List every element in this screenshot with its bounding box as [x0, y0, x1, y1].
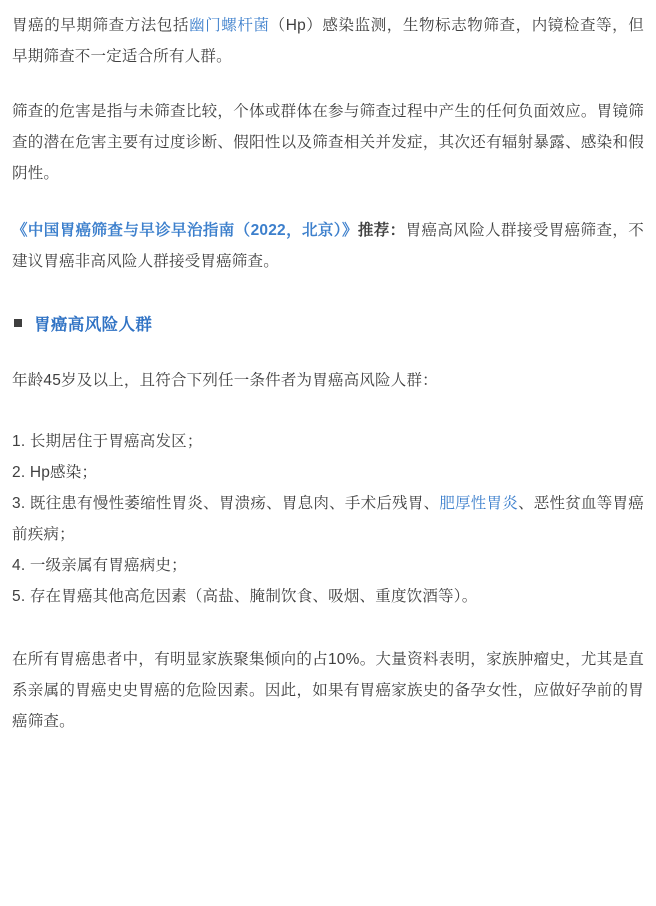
- list-item-text: 存在胃癌其他高危因素（高盐、腌制饮食、吸烟、重度饮酒等）。: [29, 588, 478, 605]
- criteria-lead-text: 年龄45岁及以上，且符合下列任一条件者为胃癌高风险人群：: [12, 372, 438, 389]
- list-item: [12, 488, 644, 550]
- paragraph-screening-methods: [12, 10, 644, 72]
- paragraph-1-text-before-link: 胃癌的早期筛查方法包括: [12, 17, 190, 34]
- link-helicobacter-pylori[interactable]: 幽门螺杆菌: [189, 17, 270, 34]
- list-item-index: 1.: [12, 433, 26, 450]
- paragraph-guideline-recommendation: [12, 215, 644, 277]
- list-item: [12, 426, 644, 457]
- list-item-index: 4.: [12, 557, 26, 574]
- square-bullet-icon: [14, 319, 22, 327]
- list-item-text: Hp感染；: [29, 464, 98, 481]
- list-item-text: 长期居住于胃癌高发区；: [29, 433, 203, 450]
- list-item: [12, 550, 644, 581]
- section-heading-label: 胃癌高风险人群: [34, 316, 153, 334]
- recommendation-text: 胃癌高风险人群接受胃癌筛查，不建议胃癌非高风险人群接受胃癌筛查。: [12, 222, 644, 270]
- paragraph-family-history: 在所有胃癌患者中，有明显家族聚集倾向的占10%。大量资料表明，家族肿瘤史，尤其是直系亲属的胃癌史史胃癌的危险因素。因此，如果有胃癌家族史的备孕女性，应做好孕前的胃癌筛查。: [12, 651, 644, 730]
- list-item-text-after-link: 、恶性贫血等胃癌前疾病；: [12, 495, 644, 543]
- criteria-list: [12, 426, 644, 612]
- paragraph-screening-harms: 筛查的危害是指与未筛查比较，个体或群体在参与筛查过程中产生的任何负面效应。胃镜筛查的潜在危害主要有过度诊断、假阳性以及筛查相关并发症，其次还有辐射暴露、感染和假阴性。: [12, 103, 644, 182]
- spacer: [12, 636, 644, 644]
- list-item-index: 5.: [12, 588, 26, 605]
- section-heading-high-risk: [12, 311, 644, 335]
- recommendation-lead-label: 推荐：: [357, 222, 406, 239]
- paragraph-1-text-after-link: （Hp）感染监测，生物标志物筛查，内镜检查等，但早期筛查不一定适合所有人群。: [12, 17, 644, 65]
- list-item-index: 3.: [12, 495, 26, 512]
- guideline-title[interactable]: 《中国胃癌筛查与早诊早治指南（2022，北京）》: [12, 222, 358, 239]
- list-item-text-before-link: 既往患有慢性萎缩性胃炎、胃溃疡、胃息肉、手术后残胃、: [29, 495, 440, 512]
- list-item: [12, 457, 644, 488]
- list-item: [12, 581, 644, 612]
- list-item-text: 一级亲属有胃癌病史；: [29, 557, 187, 574]
- link-hypertrophic-gastritis[interactable]: 肥厚性胃炎: [439, 495, 519, 512]
- list-item-index: 2.: [12, 464, 26, 481]
